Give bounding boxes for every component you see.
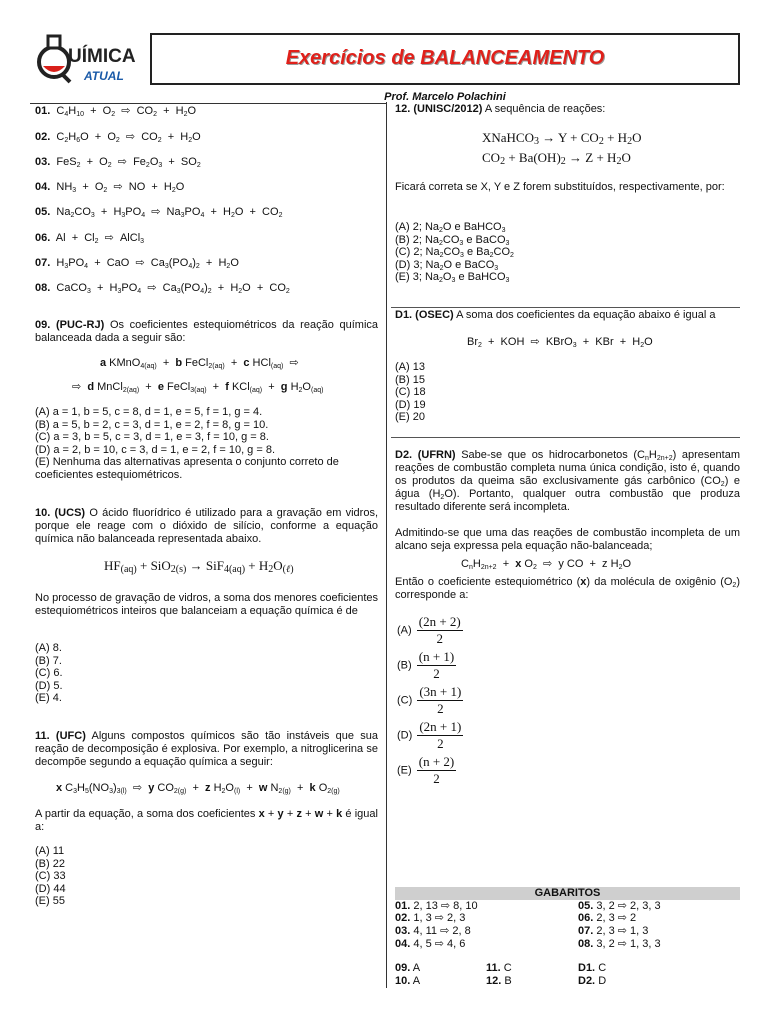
q09-option-e[interactable]: (E) Nenhuma das alternativas apresenta o conjunto correto de coeficientes estequiométricos. bbox=[35, 456, 339, 481]
title-box bbox=[150, 33, 740, 85]
d2-statement: D2. (UFRN) Sabe-se que os hidrocarbonetos $(C_nH_{2n+2})$ apresentam reações de combustão completa numa única condição, isto é, quando os produtos da queima são exclusivamente gás carbônico $(CO_2)$ e água $(H_2O)$. Portanto, qualquer outra combustão que produza resultado diferente será incompleta. bbox=[395, 449, 740, 513]
d2-option-a[interactable]: (A) $\frac{(2n + 2)}{2}$ bbox=[397, 614, 461, 646]
equation-06: 06. $Al + Cl_2$ ⇨ AlCl$_3$ bbox=[35, 232, 145, 245]
answer-03: 03. 4, 11 ⇨ 2, 8 bbox=[395, 925, 471, 937]
equation-08: 08. CaCO$_3$ + $H_3PO_4$ ⇨ $Ca_3(PO_4)_2 + H_2O + CO_2$ bbox=[35, 282, 290, 295]
logo-text-top: UÍMICA bbox=[68, 46, 136, 67]
d2-question: Então o coeficiente estequiométrico (x) da molécula de oxigênio $(O_2)$ corresponde a: bbox=[395, 576, 740, 601]
q11-option-c[interactable]: (C) 33 bbox=[35, 870, 66, 883]
q11-option-e[interactable]: (E) 55 bbox=[35, 895, 65, 908]
q12-statement: 12. (UNISC/2012) A sequência de reações: bbox=[395, 103, 606, 115]
q11-question: A partir da equação, a soma dos coeficientes x + y + z + w + k é igual a: bbox=[35, 808, 378, 833]
equation-04: 04. $NH_3 + O_2$ ⇨ NO + $H_2O$ bbox=[35, 181, 185, 194]
author: Prof. Marcelo Polachini bbox=[384, 91, 506, 103]
q10-option-a[interactable]: (A) 8. bbox=[35, 642, 62, 654]
d1-option-c[interactable]: (C) 18 bbox=[395, 386, 426, 399]
equation-03: 03. $FeS_2 + O_2$ ⇨ $Fe_2O_3 + SO_2$ bbox=[35, 156, 201, 169]
q12-options bbox=[395, 221, 740, 284]
q09-options bbox=[35, 406, 378, 482]
q10-option-d[interactable]: (D) 5. bbox=[35, 679, 63, 692]
answer-12: 12. B bbox=[486, 975, 512, 987]
answer-01: 01. 2, 13 ⇨ 8, 10 bbox=[395, 900, 478, 912]
q09-option-d[interactable]: (D) a = 2, b = 10, c = 3, d = 1, e = 2, f = 10, g = 8. bbox=[35, 443, 276, 456]
page-title: Exercícios de BALANCEAMENTO bbox=[285, 47, 605, 69]
answer-06: 06. 2, 3 ⇨ 2 bbox=[578, 912, 637, 924]
q12-question: Ficará correta se X, Y e Z forem substituídos, respectivamente, por: bbox=[395, 181, 725, 193]
answer-11: 11. C bbox=[486, 962, 512, 974]
d1-statement: D1. (OSEC) A soma dos coeficientes da equação abaixo é igual a bbox=[395, 309, 716, 321]
d1-option-b[interactable]: (B) 15 bbox=[395, 373, 425, 386]
answer-10: 10. A bbox=[395, 975, 421, 987]
q11-options bbox=[35, 845, 378, 908]
q09-option-a[interactable]: (A) a = 1, b = 5, c = 8, d = 1, e = 5, f = 1, g = 4. bbox=[35, 406, 263, 418]
q10-question: No processo de gravação de vidros, a soma dos menores coeficientes estequiométricos inteiros que balanceiam a equação química é de bbox=[35, 592, 379, 617]
logo-text-bottom: ATUAL bbox=[84, 69, 124, 83]
d1-option-e[interactable]: (E) 20 bbox=[395, 411, 425, 424]
q09-option-c[interactable]: (C) a = 3, b = 5, c = 3, d = 1, e = 3, f = 10, g = 8. bbox=[35, 431, 269, 444]
q11-option-b[interactable]: (B) 22 bbox=[35, 857, 65, 870]
column-divider bbox=[386, 102, 387, 988]
section-divider-d2 bbox=[391, 437, 740, 438]
d1-options bbox=[395, 361, 740, 424]
q11-option-d[interactable]: (D) 44 bbox=[35, 882, 66, 895]
d1-option-d[interactable]: (D) 19 bbox=[395, 398, 426, 411]
equation-05: 05. $Na_2CO_3 + H_3PO_4$ ⇨ $Na_3PO_4 + H_2O + CO_2$ bbox=[35, 206, 283, 219]
q12-equation-2: $CO_2 + Ba(OH)_2 \to Z + H_2O$ bbox=[482, 150, 631, 167]
d2-option-b[interactable]: (B) $\frac{(n + 1)}{2}$ bbox=[397, 649, 455, 681]
quimica-atual-logo bbox=[34, 32, 144, 90]
answer-04: 04. 4, 5 ⇨ 4, 6 bbox=[395, 938, 466, 950]
answer-08: 08. 3, 2 ⇨ 1, 3, 3 bbox=[578, 938, 661, 950]
answer-key-title: GABARITOS bbox=[395, 887, 740, 900]
answer-d2: D2. D bbox=[578, 975, 607, 987]
answer-07: 07. 2, 3 ⇨ 1, 3 bbox=[578, 925, 649, 937]
q09-statement: 09. (PUC-RJ) Os coeficientes estequiométricos da reação química balanceada dada a seguir são: bbox=[35, 319, 379, 344]
q10-option-e[interactable]: (E) 4. bbox=[35, 692, 62, 705]
equation-07: 07. $H_3PO_4$ + CaO ⇨ $Ca_3(PO_4)_2 + H_2O$ bbox=[35, 257, 239, 270]
q11-option-a[interactable]: (A) 11 bbox=[35, 845, 65, 857]
q11-equation: x $C_3H_5(NO_3)_{3(l)}$ ⇨ y $CO_{2(g)} + z$ $H_2O_{(l)} + w$ $N_{2(g)} + k$ $O_{2(g)}$ bbox=[56, 782, 340, 795]
q12-option-d[interactable]: (D) 3; $Na_2O$ e BaCO$_3$ bbox=[395, 258, 499, 272]
q09-option-b[interactable]: (B) a = 5, b = 2, c = 3, d = 1, e = 2, f = 8, g = 10. bbox=[35, 418, 269, 431]
d2-premise: Admitindo-se que uma das reações de combustão incompleta de um alcano seja expressa pela equação não-balanceada; bbox=[395, 527, 740, 552]
q09-equation-line2: ⇨ d MnCl$_{2(aq)}$ + e FeCl$_{3(aq)}$ + f KCl$_{(aq)}$ + g $H_2O_{(aq)}$ bbox=[72, 381, 324, 394]
q10-option-c[interactable]: (C) 6. bbox=[35, 667, 63, 680]
d2-option-c[interactable]: (C) $\frac{(3n + 1)}{2}$ bbox=[397, 684, 462, 716]
q10-equation: $HF_{(aq)} + SiO_{2(s)} \to SiF_{4(aq)} + H_2O_{(\ell)}$ bbox=[104, 558, 294, 575]
q12-equation-1: XNaHCO$_3$ → $Y + CO_2 + H_2O$ bbox=[482, 130, 642, 147]
d2-option-e[interactable]: (E) $\frac{(n + 2)}{2}$ bbox=[397, 754, 455, 786]
equation-02: 02. $C_2H_6O + O_2$ ⇨ $CO_2 + H_2O$ bbox=[35, 131, 201, 144]
d1-equation: $Br_2$ + KOH ⇨ KBrO$_3$ + KBr + $H_2O$ bbox=[467, 336, 653, 349]
q12-option-c[interactable]: (C) 2; $Na_2CO_3$ e $Ba_2CO_2$ bbox=[395, 246, 514, 260]
q10-statement: 10. (UCS) O ácido fluorídrico é utilizado para a gravação em vidros, porque ele reage com o dióxido de silício, conforme a equação química não balanceada representada abaixo. bbox=[35, 507, 379, 545]
q12-option-e[interactable]: (E) 3; $Na_2O_3$ e BaHCO$_3$ bbox=[395, 271, 510, 285]
d2-option-d[interactable]: (D) $\frac{(2n + 1)}{2}$ bbox=[397, 719, 462, 751]
answer-d1: D1. C bbox=[578, 962, 607, 974]
answer-09: 09. A bbox=[395, 962, 421, 974]
d2-equation: $C_nH_{2n+2} + x$ $O_2$ ⇨ y CO + z $H_2O$ bbox=[461, 558, 632, 571]
answer-02: 02. 1, 3 ⇨ 2, 3 bbox=[395, 912, 466, 924]
equation-01: 01. $C_4H_{10} + O_2$ ⇨ $CO_2 + H_2O$ bbox=[35, 105, 197, 118]
d1-option-a[interactable]: (A) 13 bbox=[395, 361, 425, 373]
section-divider-d1 bbox=[391, 307, 740, 308]
q09-equation-line1: a KMnO$_{4(aq)}$ + b FeCl$_{2(aq)}$ + c HCl$_{(aq)}$ ⇨ bbox=[100, 357, 299, 370]
q12-option-a[interactable]: (A) 2; $Na_2O$ e BaHCO$_3$ bbox=[395, 221, 506, 234]
q10-options bbox=[35, 642, 378, 705]
q11-statement: 11. (UFC) Alguns compostos químicos são tão instáveis que sua reação de decomposição é explosiva. Por exemplo, a nitroglicerina se decompõe segundo a equação química a seguir: bbox=[35, 730, 378, 768]
answer-05: 05. 3, 2 ⇨ 2, 3, 3 bbox=[578, 900, 661, 912]
q10-option-b[interactable]: (B) 7. bbox=[35, 654, 62, 667]
q12-option-b[interactable]: (B) 2; $Na_2CO_3$ e BaCO$_3$ bbox=[395, 233, 510, 247]
